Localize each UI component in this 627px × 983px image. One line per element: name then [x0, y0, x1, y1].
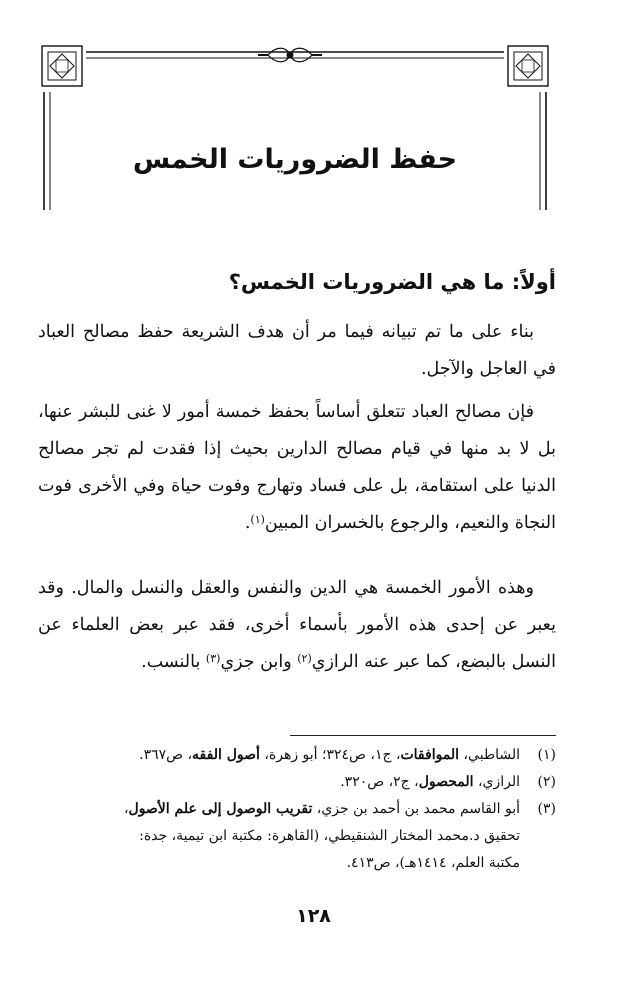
footnote-1-a: الشاطبي، [459, 747, 520, 763]
chapter-title-frame [40, 44, 550, 214]
paragraph-3-part-a: وهذه الأمور الخمسة هي الدين والنفس والعقل والنسل والمال. وقد يعبر عن إحدى هذه الأمور بأسماء أخرى، فقد عبر بعض العلماء عن النسل بالبضع، كما عبر عنه الرازي [38, 578, 556, 672]
paragraph-3-text [38, 570, 556, 681]
footnote-2 [38, 769, 556, 796]
page-number: ١٢٨ [296, 905, 331, 927]
footnote-ref-3[interactable]: (٣) [205, 652, 221, 665]
footnote-1-c: ، ج١، ص٣٢٤؛ أبو زهرة، [259, 747, 401, 763]
footnote-2-c: ، ج٢، ص٣٢٠. [340, 774, 419, 790]
footnote-3 [38, 796, 556, 823]
footnote-2-book: المحصول [418, 774, 474, 790]
footnote-3-text [38, 796, 520, 823]
footnote-3-a: أبو القاسم محمد بن أحمد بن جزي، [312, 801, 520, 817]
footnote-1 [38, 742, 556, 769]
paragraph-2-text [38, 394, 556, 542]
paragraph-3 [38, 570, 556, 681]
footnote-1-number: (١) [537, 747, 556, 763]
footnote-1-e: ، ص٣٦٧. [139, 747, 193, 763]
footnote-3-number: (٣) [537, 801, 556, 817]
section-heading: أولاً: ما هي الضروريات الخمس؟ [228, 270, 556, 294]
footnote-2-text [38, 769, 520, 796]
footnote-separator [290, 735, 556, 736]
paragraph-1 [38, 314, 556, 388]
footnote-3-c: ، [123, 801, 129, 817]
paragraph-2 [38, 394, 556, 542]
footnote-ref-1[interactable]: (١) [250, 513, 265, 526]
footnote-1-book-2: أصول الفقه [192, 747, 260, 763]
chapter-title: حفظ الضروريات الخمس [132, 144, 458, 175]
paragraph-2-end: . [244, 513, 251, 533]
footnote-2-a: الرازي، [473, 774, 520, 790]
footnote-2-number: (٢) [537, 774, 556, 790]
footnote-3-continuation-2: مكتبة العلم، ١٤١٤هـ)، ص٤١٣. [346, 855, 520, 871]
paragraph-2-body: فإن مصالح العباد تتعلق أساساً بحفظ خمسة أمور لا غنى للبشر عنها، بل لا بد منها في قيام مصالح الدارين بحيث إذا فقدت لم تجر مصالح الدنيا على استقامة، بل على فساد وتهارج وفوت حياة وفي الأخرى فوت النجاة والنعيم، والرجوع بالخسران المبين [38, 402, 556, 533]
footnotes [38, 742, 556, 877]
paragraph-3-part-c: بالنسب. [141, 652, 206, 672]
footnote-3-continuation-1: تحقيق د.محمد المختار الشنقيطي، (القاهرة: مكتبة ابن تيمية، جدة: [139, 828, 520, 844]
footnote-ref-2[interactable]: (٢) [297, 652, 312, 665]
footnote-1-text [38, 742, 520, 769]
paragraph-3-part-b: وابن جزي [220, 652, 298, 672]
footnote-3-book: تقريب الوصول إلى علم الأصول [128, 801, 313, 817]
ornamental-border [40, 44, 550, 214]
paragraph-1-text: بناء على ما تم تبيانه فيما مر أن هدف الشريعة حفظ مصالح العباد في العاجل والآجل. [38, 322, 556, 379]
footnote-1-book-1: الموافقات [400, 747, 460, 763]
